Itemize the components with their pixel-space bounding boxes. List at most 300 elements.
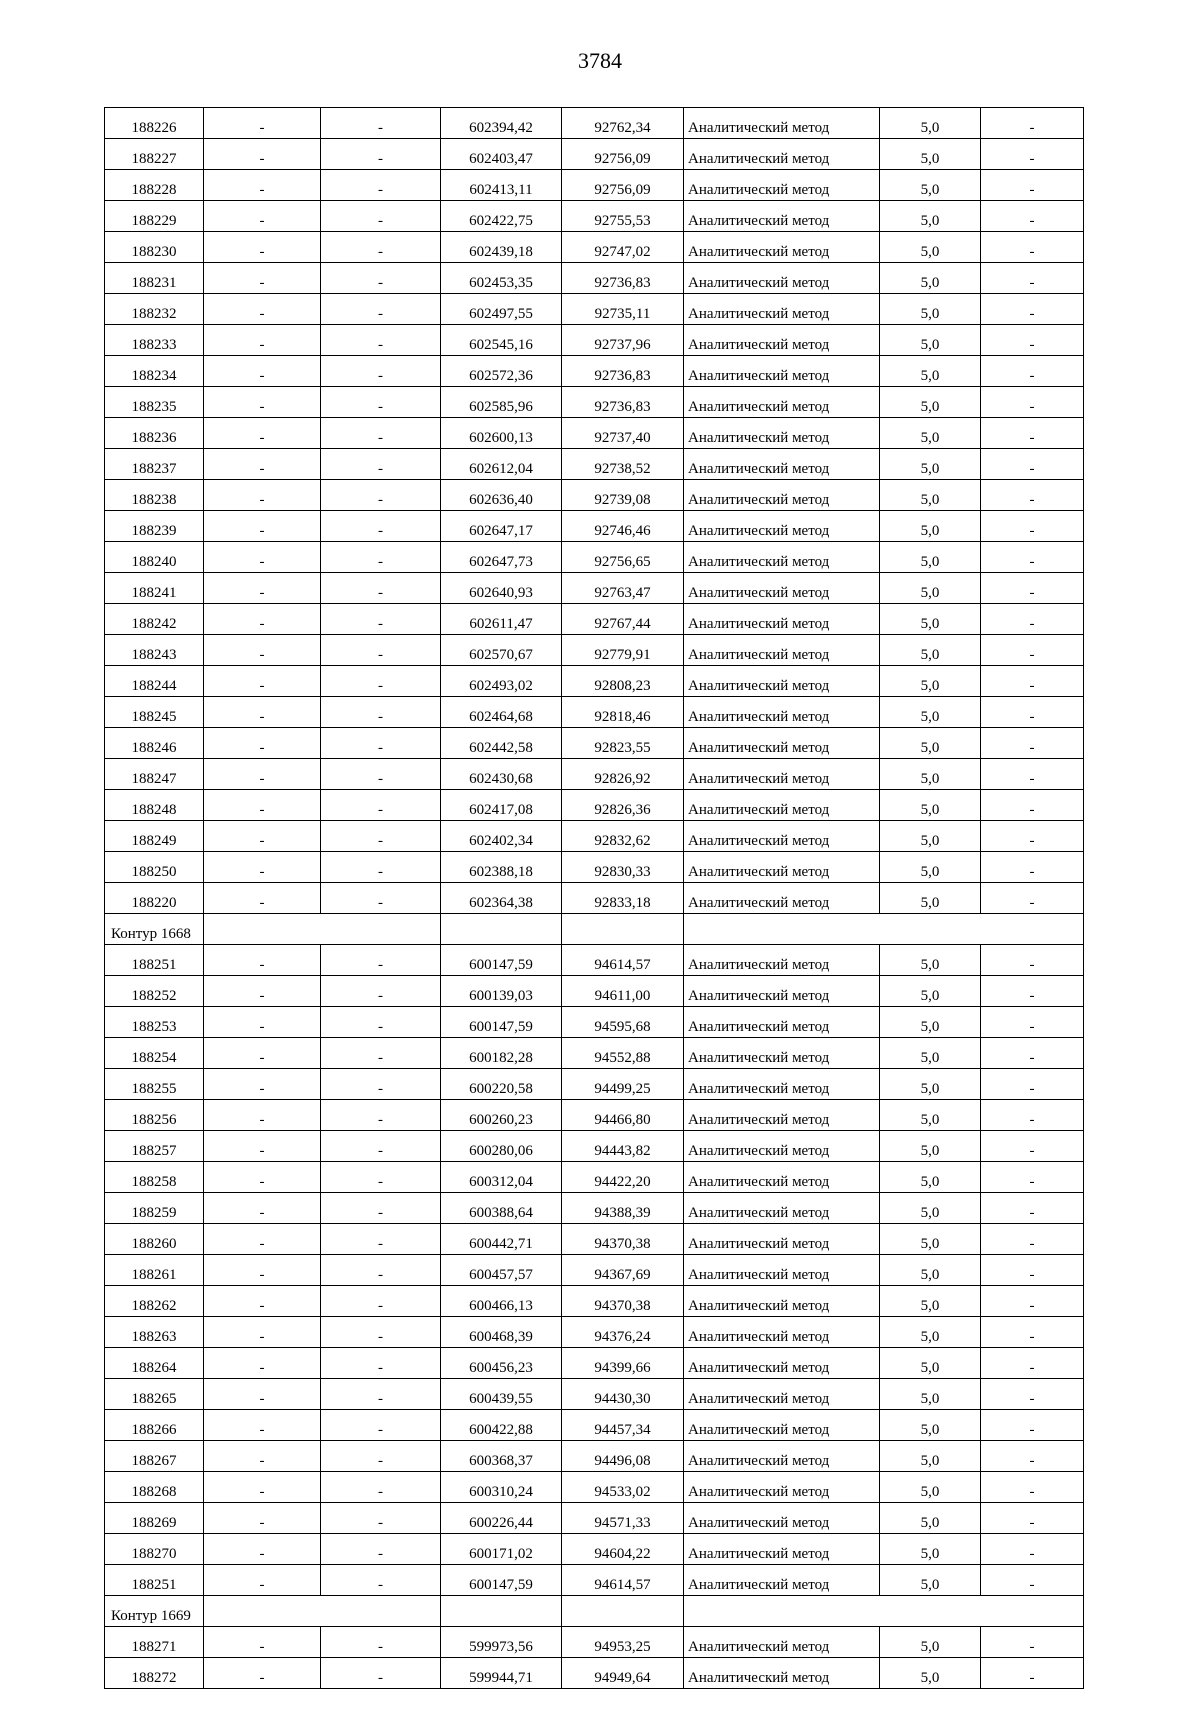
x-coordinate-cell: 602545,16	[441, 325, 562, 356]
empty-cell-2: -	[321, 542, 441, 573]
empty-cell-2: -	[321, 1100, 441, 1131]
empty-cell-2: -	[321, 790, 441, 821]
x-coordinate-cell: 602611,47	[441, 604, 562, 635]
accuracy-cell: 5,0	[880, 666, 981, 697]
description-cell: -	[981, 790, 1084, 821]
empty-cell-1: -	[204, 1627, 321, 1658]
accuracy-cell: 5,0	[880, 1131, 981, 1162]
description-cell: -	[981, 480, 1084, 511]
y-coordinate-cell: 92756,65	[562, 542, 684, 573]
description-cell: -	[981, 1658, 1084, 1689]
empty-cell-2: -	[321, 573, 441, 604]
method-cell: Аналитический метод	[684, 1503, 880, 1534]
empty-cell-2: -	[321, 201, 441, 232]
empty-cell-1: -	[204, 263, 321, 294]
table-row	[105, 325, 1084, 356]
y-coordinate-cell: 94376,24	[562, 1317, 684, 1348]
empty-cell-2: -	[321, 1658, 441, 1689]
x-coordinate-cell: 600312,04	[441, 1162, 562, 1193]
empty-cell-2: -	[321, 1193, 441, 1224]
empty-cell-1: -	[204, 976, 321, 1007]
x-coordinate-cell: 602388,18	[441, 852, 562, 883]
method-cell: Аналитический метод	[684, 542, 880, 573]
accuracy-cell: 5,0	[880, 1100, 981, 1131]
method-cell: Аналитический метод	[684, 1441, 880, 1472]
coordinates-table	[104, 107, 1084, 1689]
empty-cell-1: -	[204, 201, 321, 232]
y-coordinate-cell: 94422,20	[562, 1162, 684, 1193]
contour-empty-cell	[441, 1596, 562, 1627]
point-number-cell: 188248	[105, 790, 204, 821]
accuracy-cell: 5,0	[880, 1007, 981, 1038]
point-number-cell: 188263	[105, 1317, 204, 1348]
empty-cell-1: -	[204, 1503, 321, 1534]
method-cell: Аналитический метод	[684, 604, 880, 635]
point-number-cell: 188253	[105, 1007, 204, 1038]
x-coordinate-cell: 600310,24	[441, 1472, 562, 1503]
accuracy-cell: 5,0	[880, 1410, 981, 1441]
empty-cell-2: -	[321, 511, 441, 542]
x-coordinate-cell: 600220,58	[441, 1069, 562, 1100]
x-coordinate-cell: 602442,58	[441, 728, 562, 759]
accuracy-cell: 5,0	[880, 1255, 981, 1286]
point-number-cell: 188250	[105, 852, 204, 883]
accuracy-cell: 5,0	[880, 1627, 981, 1658]
accuracy-cell: 5,0	[880, 604, 981, 635]
description-cell: -	[981, 108, 1084, 139]
y-coordinate-cell: 92762,34	[562, 108, 684, 139]
table-row	[105, 604, 1084, 635]
method-cell: Аналитический метод	[684, 1162, 880, 1193]
accuracy-cell: 5,0	[880, 1658, 981, 1689]
contour-label: Контур 1669	[105, 1596, 204, 1627]
empty-cell-2: -	[321, 418, 441, 449]
table-row	[105, 1441, 1084, 1472]
y-coordinate-cell: 92808,23	[562, 666, 684, 697]
table-row	[105, 1286, 1084, 1317]
accuracy-cell: 5,0	[880, 139, 981, 170]
description-cell: -	[981, 1193, 1084, 1224]
method-cell: Аналитический метод	[684, 1317, 880, 1348]
accuracy-cell: 5,0	[880, 945, 981, 976]
page-number: 3784	[578, 48, 622, 73]
accuracy-cell: 5,0	[880, 418, 981, 449]
method-cell: Аналитический метод	[684, 387, 880, 418]
y-coordinate-cell: 94552,88	[562, 1038, 684, 1069]
description-cell: -	[981, 356, 1084, 387]
empty-cell-2: -	[321, 759, 441, 790]
point-number-cell: 188251	[105, 945, 204, 976]
description-cell: -	[981, 387, 1084, 418]
empty-cell-1: -	[204, 232, 321, 263]
table-row	[105, 1069, 1084, 1100]
y-coordinate-cell: 92747,02	[562, 232, 684, 263]
empty-cell-1: -	[204, 635, 321, 666]
description-cell: -	[981, 976, 1084, 1007]
empty-cell-2: -	[321, 1503, 441, 1534]
contour-empty-cell	[684, 1596, 1084, 1627]
table-row	[105, 1565, 1084, 1596]
description-cell: -	[981, 635, 1084, 666]
y-coordinate-cell: 92826,92	[562, 759, 684, 790]
method-cell: Аналитический метод	[684, 1007, 880, 1038]
x-coordinate-cell: 600226,44	[441, 1503, 562, 1534]
table-row	[105, 511, 1084, 542]
empty-cell-2: -	[321, 387, 441, 418]
empty-cell-2: -	[321, 1348, 441, 1379]
point-number-cell: 188241	[105, 573, 204, 604]
method-cell: Аналитический метод	[684, 325, 880, 356]
x-coordinate-cell: 600442,71	[441, 1224, 562, 1255]
method-cell: Аналитический метод	[684, 1131, 880, 1162]
point-number-cell: 188262	[105, 1286, 204, 1317]
point-number-cell: 188233	[105, 325, 204, 356]
accuracy-cell: 5,0	[880, 1193, 981, 1224]
x-coordinate-cell: 602572,36	[441, 356, 562, 387]
empty-cell-1: -	[204, 1162, 321, 1193]
point-number-cell: 188231	[105, 263, 204, 294]
accuracy-cell: 5,0	[880, 1472, 981, 1503]
description-cell: -	[981, 511, 1084, 542]
table-row	[105, 1534, 1084, 1565]
method-cell: Аналитический метод	[684, 232, 880, 263]
table-row	[105, 1162, 1084, 1193]
description-cell: -	[981, 170, 1084, 201]
empty-cell-2: -	[321, 1162, 441, 1193]
empty-cell-1: -	[204, 294, 321, 325]
table-row	[105, 108, 1084, 139]
table-row	[105, 852, 1084, 883]
method-cell: Аналитический метод	[684, 418, 880, 449]
table-row	[105, 697, 1084, 728]
method-cell: Аналитический метод	[684, 1472, 880, 1503]
accuracy-cell: 5,0	[880, 1503, 981, 1534]
table-row	[105, 1627, 1084, 1658]
x-coordinate-cell: 600147,59	[441, 1565, 562, 1596]
y-coordinate-cell: 92738,52	[562, 449, 684, 480]
table-row	[105, 1224, 1084, 1255]
method-cell: Аналитический метод	[684, 139, 880, 170]
method-cell: Аналитический метод	[684, 790, 880, 821]
empty-cell-1: -	[204, 542, 321, 573]
empty-cell-2: -	[321, 976, 441, 1007]
point-number-cell: 188247	[105, 759, 204, 790]
description-cell: -	[981, 1565, 1084, 1596]
x-coordinate-cell: 600147,59	[441, 945, 562, 976]
point-number-cell: 188264	[105, 1348, 204, 1379]
x-coordinate-cell: 600147,59	[441, 1007, 562, 1038]
x-coordinate-cell: 600466,13	[441, 1286, 562, 1317]
empty-cell-1: -	[204, 1317, 321, 1348]
description-cell: -	[981, 852, 1084, 883]
point-number-cell: 188251	[105, 1565, 204, 1596]
point-number-cell: 188246	[105, 728, 204, 759]
y-coordinate-cell: 94388,39	[562, 1193, 684, 1224]
method-cell: Аналитический метод	[684, 511, 880, 542]
y-coordinate-cell: 94571,33	[562, 1503, 684, 1534]
accuracy-cell: 5,0	[880, 1038, 981, 1069]
contour-empty-cell	[562, 1596, 684, 1627]
accuracy-cell: 5,0	[880, 1162, 981, 1193]
y-coordinate-cell: 94595,68	[562, 1007, 684, 1038]
accuracy-cell: 5,0	[880, 1224, 981, 1255]
empty-cell-2: -	[321, 1007, 441, 1038]
y-coordinate-cell: 92737,40	[562, 418, 684, 449]
accuracy-cell: 5,0	[880, 976, 981, 1007]
accuracy-cell: 5,0	[880, 697, 981, 728]
empty-cell-2: -	[321, 1069, 441, 1100]
table-row	[105, 1131, 1084, 1162]
x-coordinate-cell: 602636,40	[441, 480, 562, 511]
y-coordinate-cell: 94443,82	[562, 1131, 684, 1162]
table-row	[105, 201, 1084, 232]
table-row	[105, 387, 1084, 418]
y-coordinate-cell: 92823,55	[562, 728, 684, 759]
empty-cell-2: -	[321, 1317, 441, 1348]
accuracy-cell: 5,0	[880, 1348, 981, 1379]
description-cell: -	[981, 1317, 1084, 1348]
empty-cell-1: -	[204, 821, 321, 852]
empty-cell-2: -	[321, 1038, 441, 1069]
x-coordinate-cell: 602497,55	[441, 294, 562, 325]
point-number-cell: 188259	[105, 1193, 204, 1224]
empty-cell-1: -	[204, 666, 321, 697]
y-coordinate-cell: 92818,46	[562, 697, 684, 728]
description-cell: -	[981, 1131, 1084, 1162]
y-coordinate-cell: 94614,57	[562, 945, 684, 976]
contour-header-row	[105, 914, 1084, 945]
empty-cell-1: -	[204, 387, 321, 418]
y-coordinate-cell: 92755,53	[562, 201, 684, 232]
empty-cell-1: -	[204, 883, 321, 914]
description-cell: -	[981, 1007, 1084, 1038]
table-row	[105, 976, 1084, 1007]
accuracy-cell: 5,0	[880, 449, 981, 480]
x-coordinate-cell: 602493,02	[441, 666, 562, 697]
point-number-cell: 188238	[105, 480, 204, 511]
table-row	[105, 139, 1084, 170]
empty-cell-1: -	[204, 1472, 321, 1503]
table-row	[105, 449, 1084, 480]
method-cell: Аналитический метод	[684, 1410, 880, 1441]
point-number-cell: 188230	[105, 232, 204, 263]
y-coordinate-cell: 94614,57	[562, 1565, 684, 1596]
empty-cell-2: -	[321, 821, 441, 852]
table-row	[105, 1472, 1084, 1503]
method-cell: Аналитический метод	[684, 635, 880, 666]
description-cell: -	[981, 759, 1084, 790]
accuracy-cell: 5,0	[880, 356, 981, 387]
description-cell: -	[981, 418, 1084, 449]
table-row	[105, 1348, 1084, 1379]
accuracy-cell: 5,0	[880, 294, 981, 325]
empty-cell-2: -	[321, 1379, 441, 1410]
contour-header-row	[105, 1596, 1084, 1627]
y-coordinate-cell: 94466,80	[562, 1100, 684, 1131]
point-number-cell: 188234	[105, 356, 204, 387]
point-number-cell: 188257	[105, 1131, 204, 1162]
point-number-cell: 188266	[105, 1410, 204, 1441]
x-coordinate-cell: 602600,13	[441, 418, 562, 449]
accuracy-cell: 5,0	[880, 1379, 981, 1410]
y-coordinate-cell: 92830,33	[562, 852, 684, 883]
point-number-cell: 188245	[105, 697, 204, 728]
description-cell: -	[981, 1503, 1084, 1534]
empty-cell-2: -	[321, 945, 441, 976]
method-cell: Аналитический метод	[684, 1224, 880, 1255]
empty-cell-2: -	[321, 1131, 441, 1162]
empty-cell-2: -	[321, 139, 441, 170]
accuracy-cell: 5,0	[880, 480, 981, 511]
empty-cell-1: -	[204, 697, 321, 728]
empty-cell-1: -	[204, 1565, 321, 1596]
x-coordinate-cell: 602439,18	[441, 232, 562, 263]
point-number-cell: 188255	[105, 1069, 204, 1100]
point-number-cell: 188235	[105, 387, 204, 418]
x-coordinate-cell: 600260,23	[441, 1100, 562, 1131]
point-number-cell: 188270	[105, 1534, 204, 1565]
accuracy-cell: 5,0	[880, 728, 981, 759]
y-coordinate-cell: 94953,25	[562, 1627, 684, 1658]
method-cell: Аналитический метод	[684, 263, 880, 294]
accuracy-cell: 5,0	[880, 759, 981, 790]
empty-cell-1: -	[204, 170, 321, 201]
contour-empty-cell	[684, 914, 1084, 945]
accuracy-cell: 5,0	[880, 201, 981, 232]
method-cell: Аналитический метод	[684, 883, 880, 914]
method-cell: Аналитический метод	[684, 697, 880, 728]
x-coordinate-cell: 602364,38	[441, 883, 562, 914]
table-row	[105, 356, 1084, 387]
table-row	[105, 1193, 1084, 1224]
empty-cell-1: -	[204, 1255, 321, 1286]
empty-cell-1: -	[204, 511, 321, 542]
method-cell: Аналитический метод	[684, 1627, 880, 1658]
accuracy-cell: 5,0	[880, 1441, 981, 1472]
accuracy-cell: 5,0	[880, 1286, 981, 1317]
y-coordinate-cell: 92763,47	[562, 573, 684, 604]
x-coordinate-cell: 602417,08	[441, 790, 562, 821]
point-number-cell: 188240	[105, 542, 204, 573]
y-coordinate-cell: 92736,83	[562, 356, 684, 387]
table-body	[105, 108, 1084, 1689]
method-cell: Аналитический метод	[684, 108, 880, 139]
empty-cell-2: -	[321, 1224, 441, 1255]
empty-cell-1: -	[204, 418, 321, 449]
empty-cell-2: -	[321, 1441, 441, 1472]
point-number-cell: 188252	[105, 976, 204, 1007]
method-cell: Аналитический метод	[684, 294, 880, 325]
method-cell: Аналитический метод	[684, 1255, 880, 1286]
description-cell: -	[981, 542, 1084, 573]
point-number-cell: 188265	[105, 1379, 204, 1410]
table-row	[105, 666, 1084, 697]
y-coordinate-cell: 92735,11	[562, 294, 684, 325]
table-row	[105, 883, 1084, 914]
method-cell: Аналитический метод	[684, 976, 880, 1007]
empty-cell-2: -	[321, 356, 441, 387]
table-row	[105, 480, 1084, 511]
description-cell: -	[981, 666, 1084, 697]
accuracy-cell: 5,0	[880, 573, 981, 604]
table-row	[105, 263, 1084, 294]
empty-cell-1: -	[204, 852, 321, 883]
empty-cell-2: -	[321, 1410, 441, 1441]
point-number-cell: 188272	[105, 1658, 204, 1689]
accuracy-cell: 5,0	[880, 542, 981, 573]
empty-cell-2: -	[321, 449, 441, 480]
table-row	[105, 542, 1084, 573]
point-number-cell: 188229	[105, 201, 204, 232]
empty-cell-1: -	[204, 1069, 321, 1100]
point-number-cell: 188271	[105, 1627, 204, 1658]
empty-cell-1: -	[204, 945, 321, 976]
empty-cell-2: -	[321, 1472, 441, 1503]
description-cell: -	[981, 1224, 1084, 1255]
method-cell: Аналитический метод	[684, 449, 880, 480]
table-row	[105, 1658, 1084, 1689]
point-number-cell: 188256	[105, 1100, 204, 1131]
empty-cell-1: -	[204, 1131, 321, 1162]
point-number-cell: 188244	[105, 666, 204, 697]
description-cell: -	[981, 728, 1084, 759]
y-coordinate-cell: 94370,38	[562, 1224, 684, 1255]
table-row	[105, 1379, 1084, 1410]
y-coordinate-cell: 92833,18	[562, 883, 684, 914]
x-coordinate-cell: 600439,55	[441, 1379, 562, 1410]
x-coordinate-cell: 602422,75	[441, 201, 562, 232]
method-cell: Аналитический метод	[684, 666, 880, 697]
table-row	[105, 418, 1084, 449]
x-coordinate-cell: 600280,06	[441, 1131, 562, 1162]
empty-cell-2: -	[321, 1286, 441, 1317]
table-row	[105, 1100, 1084, 1131]
point-number-cell: 188227	[105, 139, 204, 170]
y-coordinate-cell: 92826,36	[562, 790, 684, 821]
accuracy-cell: 5,0	[880, 821, 981, 852]
contour-empty-cell	[204, 914, 441, 945]
y-coordinate-cell: 94399,66	[562, 1348, 684, 1379]
empty-cell-2: -	[321, 635, 441, 666]
y-coordinate-cell: 92736,83	[562, 387, 684, 418]
x-coordinate-cell: 602647,73	[441, 542, 562, 573]
empty-cell-1: -	[204, 480, 321, 511]
description-cell: -	[981, 1038, 1084, 1069]
description-cell: -	[981, 1627, 1084, 1658]
point-number-cell: 188267	[105, 1441, 204, 1472]
y-coordinate-cell: 92832,62	[562, 821, 684, 852]
empty-cell-1: -	[204, 1348, 321, 1379]
description-cell: -	[981, 821, 1084, 852]
empty-cell-2: -	[321, 604, 441, 635]
x-coordinate-cell: 602464,68	[441, 697, 562, 728]
description-cell: -	[981, 294, 1084, 325]
empty-cell-1: -	[204, 1193, 321, 1224]
description-cell: -	[981, 1348, 1084, 1379]
empty-cell-2: -	[321, 697, 441, 728]
method-cell: Аналитический метод	[684, 1038, 880, 1069]
x-coordinate-cell: 600456,23	[441, 1348, 562, 1379]
table-row	[105, 635, 1084, 666]
description-cell: -	[981, 604, 1084, 635]
empty-cell-2: -	[321, 1565, 441, 1596]
point-number-cell: 188226	[105, 108, 204, 139]
x-coordinate-cell: 600457,57	[441, 1255, 562, 1286]
x-coordinate-cell: 600368,37	[441, 1441, 562, 1472]
x-coordinate-cell: 602640,93	[441, 573, 562, 604]
empty-cell-2: -	[321, 263, 441, 294]
method-cell: Аналитический метод	[684, 573, 880, 604]
